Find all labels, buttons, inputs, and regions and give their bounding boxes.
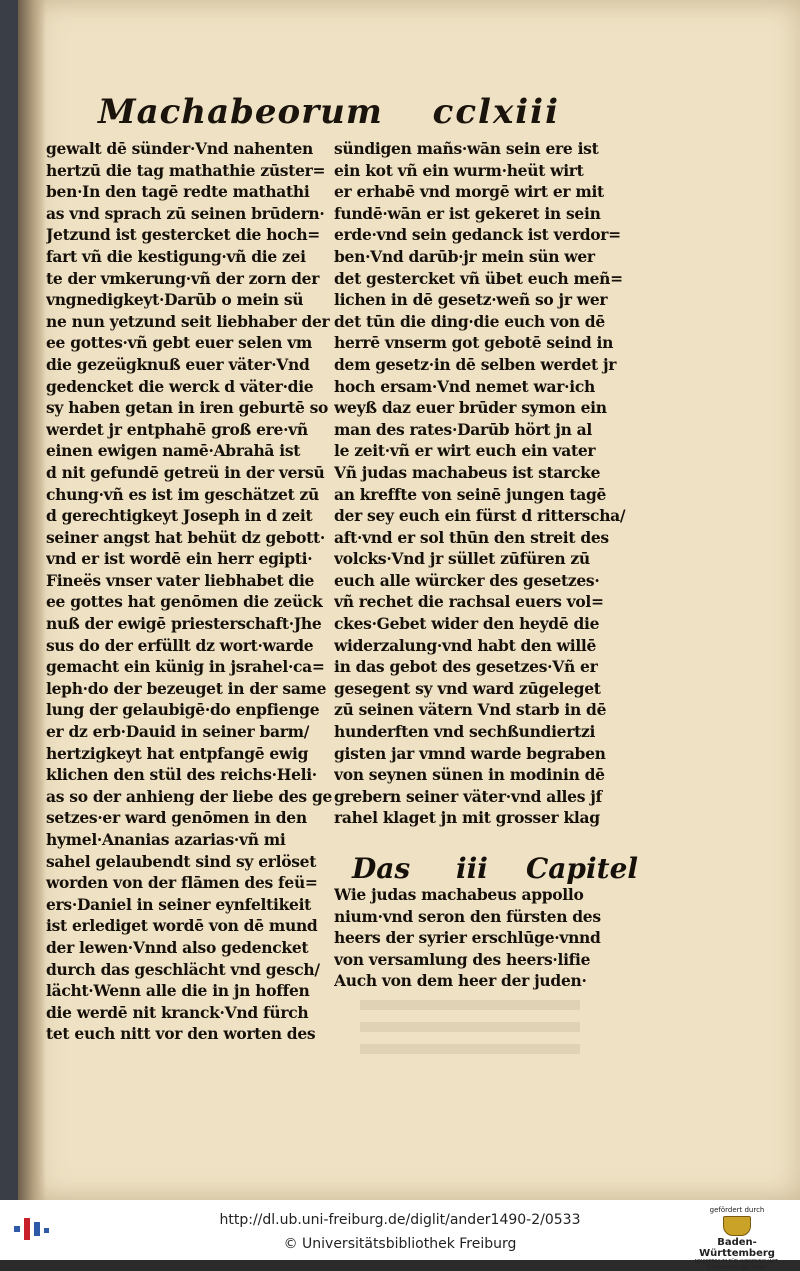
right-text-column — [334, 138, 634, 829]
chapter-heading-word: iii — [456, 852, 488, 885]
text-line: heers der syrier erschlūge·vnnd — [334, 928, 601, 948]
text-line: dem gesetz·in dē selben werdet jr — [334, 354, 617, 374]
text-line: man des rates·Darūb hört jn al — [334, 419, 592, 439]
text-line: einen ewigen namē·Abrahā ist — [46, 441, 301, 461]
chapter-summary — [334, 884, 634, 992]
text-line: sündigen mañs·wān sein ere ist — [334, 139, 599, 158]
text-line: gisten jar vmnd warde begraben — [334, 743, 606, 763]
sponsor-logo[interactable] — [682, 1204, 792, 1271]
text-line: hoch ersam·Vnd nemet war·ich — [334, 376, 595, 396]
text-line: durch das geschlächt vnd gesch/ — [46, 959, 320, 979]
text-line: ist erlediget wordē von dē mund — [46, 916, 318, 936]
text-line: weyß daz euer brūder symon ein — [334, 398, 607, 418]
copyright-notice: © Universitätsbibliothek Freiburg — [283, 1236, 517, 1252]
text-line: sy haben getan in iren geburtē so — [46, 398, 329, 418]
text-line: hertzigkeyt hat entpfangē ewig — [46, 743, 309, 763]
text-line: sahel gelaubendt sind sy erlöset — [46, 851, 317, 871]
running-head — [90, 92, 630, 142]
folio-number: cclxiii — [432, 92, 560, 132]
text-line: widerzalung·vnd habt den willē — [334, 635, 597, 655]
text-line: er erhabē vnd morgē wirt er mit — [334, 182, 604, 202]
text-line: hertzū die tag mathathie zūster= — [46, 160, 326, 180]
text-line: lichen in dē gesetz·weñ so jr wer — [334, 290, 608, 310]
coat-of-arms-icon — [723, 1216, 751, 1236]
text-line: chung·vñ es ist im geschätzet zū — [46, 484, 320, 504]
running-head-title: Machabeorum — [98, 92, 383, 132]
text-line: der lewen·Vnnd also gedencket — [46, 937, 309, 957]
text-line: lächt·Wenn alle die in jn hoffen — [46, 981, 310, 1001]
sponsor-name: Baden-Württemberg — [699, 1237, 775, 1259]
text-line: ein kot vñ ein wurm·heüt wirt — [334, 160, 584, 180]
text-line: leph·do der bezeuget in der same — [46, 678, 327, 698]
text-line: euch alle würcker des gesetzes· — [334, 570, 600, 590]
text-line: d nit gefundē getreü in der versū — [46, 462, 325, 482]
text-line: hunderften vnd sechßundiertzi — [334, 722, 596, 742]
text-line: rahel klaget jn mit grosser klag — [334, 808, 600, 828]
footer-bar — [0, 1200, 800, 1271]
text-line: nium·vnd seron den fürsten des — [334, 906, 601, 926]
text-line: Jetzund ist gestercket die hoch= — [46, 225, 320, 245]
page-gutter — [18, 0, 46, 1200]
text-line: as vnd sprach zū seinen brūdern· — [46, 203, 325, 223]
text-line: setzes·er ward genōmen in den — [46, 808, 307, 828]
permalink-url[interactable]: http://dl.ub.uni-freiburg.de/diglit/ander1490-2/0533 — [219, 1212, 581, 1228]
text-line: Fineës vnser vater liebhabet die — [46, 570, 315, 590]
text-line: vñ rechet die rachsal euers vol= — [334, 592, 604, 612]
text-line: vngnedigkeyt·Darūb o mein sü — [46, 290, 304, 310]
text-line: seiner angst hat behüt dz gebott· — [46, 527, 325, 547]
text-line: ee gottes·vñ gebt euer selen vm — [46, 333, 313, 353]
text-line: Wie judas machabeus appollo — [334, 885, 584, 904]
text-line: ers·Daniel in seiner eynfeltikeit — [46, 894, 312, 914]
chapter-heading-word: Capitel — [526, 852, 639, 885]
text-line: nuß der ewigē priesterschaft·Jhe — [46, 614, 322, 634]
chapter-heading-word: Das — [352, 852, 411, 885]
text-line: die werdē nit kranck·Vnd fürch — [46, 1002, 309, 1022]
text-line: aft·vnd er sol thūn den streit des — [334, 527, 609, 547]
text-line: klichen den stül des reichs·Heli· — [46, 765, 317, 785]
text-line: ckes·Gebet wider den heydē die — [334, 614, 600, 634]
text-line: ben·In den tagē redte mathathi — [46, 182, 310, 202]
text-line: det tūn die ding·die euch von dē — [334, 311, 605, 331]
text-line: erde·vnd sein gedanck ist verdor= — [334, 225, 621, 245]
text-line: lung der gelaubigē·do enpfienge — [46, 700, 320, 720]
text-line: sus do der erfüllt dz wort·warde — [46, 635, 314, 655]
text-line: in das gebot des gesetzes·Vñ er — [334, 657, 598, 677]
text-line: te der vmkerung·vñ der zorn der — [46, 268, 320, 288]
text-line: det gestercket vñ übet euch meñ= — [334, 268, 623, 288]
text-line: volcks·Vnd jr süllet zūfüren zū — [334, 549, 590, 569]
text-line: an kreffte von seinē jungen tagē — [334, 484, 607, 504]
text-line: gewalt dē sünder·Vnd nahenten — [46, 139, 313, 158]
text-line: von versamlung des heers·lifie — [334, 949, 591, 969]
text-line: gemacht ein künig in jsrahel·ca= — [46, 657, 325, 677]
text-line: fundē·wān er ist gekeret in sein — [334, 203, 601, 223]
sponsor-subtitle: MINISTERIUM FÜR WISSENSCHAFT, FORSCHUNG UND KUNST — [694, 1259, 780, 1271]
text-line: grebern seiner väter·vnd alles jf — [334, 786, 602, 806]
text-line: der sey euch ein fürst d ritterscha/ — [334, 506, 626, 526]
text-line: ee gottes hat genōmen die zeück — [46, 592, 323, 612]
text-line: Auch von dem heer der juden· — [334, 971, 587, 991]
sponsor-caption: gefördert durch — [709, 1206, 765, 1214]
text-line: tet euch nitt vor den worten des — [46, 1024, 316, 1044]
text-line: gedencket die werck d väter·die — [46, 376, 314, 396]
text-line: d gerechtigkeyt Joseph in d zeit — [46, 506, 313, 526]
text-line: Vñ judas machabeus ist starcke — [334, 462, 601, 482]
text-line: vnd er ist wordē ein herr egipti· — [46, 549, 313, 569]
text-line: le zeit·vñ er wirt euch ein vater — [334, 441, 596, 461]
text-line: ben·Vnd darūb·jr mein sün wer — [334, 246, 595, 266]
text-line: fart vñ die kestigung·vñ die zei — [46, 246, 306, 266]
left-text-column — [46, 138, 346, 1045]
text-line: worden von der flāmen des feü= — [46, 873, 318, 893]
text-line: zū seinen vätern Vnd starb in dē — [334, 700, 607, 720]
text-line: hymel·Ananias azarias·vñ mi — [46, 830, 286, 849]
text-line: herrē vnserm got gebotē seind in — [334, 333, 614, 353]
text-line: er dz erb·Dauid in seiner barm/ — [46, 722, 310, 742]
chapter-heading — [334, 852, 639, 886]
text-line: gesegent sy vnd ward zūgeleget — [334, 678, 601, 698]
text-line: die gezeügknuß euer väter·Vnd — [46, 354, 310, 374]
text-line: werdet jr entphahē groß ere·vñ — [46, 419, 308, 439]
bleed-through-texture — [360, 1000, 580, 1060]
text-line: von seynen sünen in modinin dē — [334, 765, 605, 785]
text-line: ne nun yetzund seit liebhaber der — [46, 311, 330, 331]
text-line: as so der anhieng der liebe des ge — [46, 786, 333, 806]
